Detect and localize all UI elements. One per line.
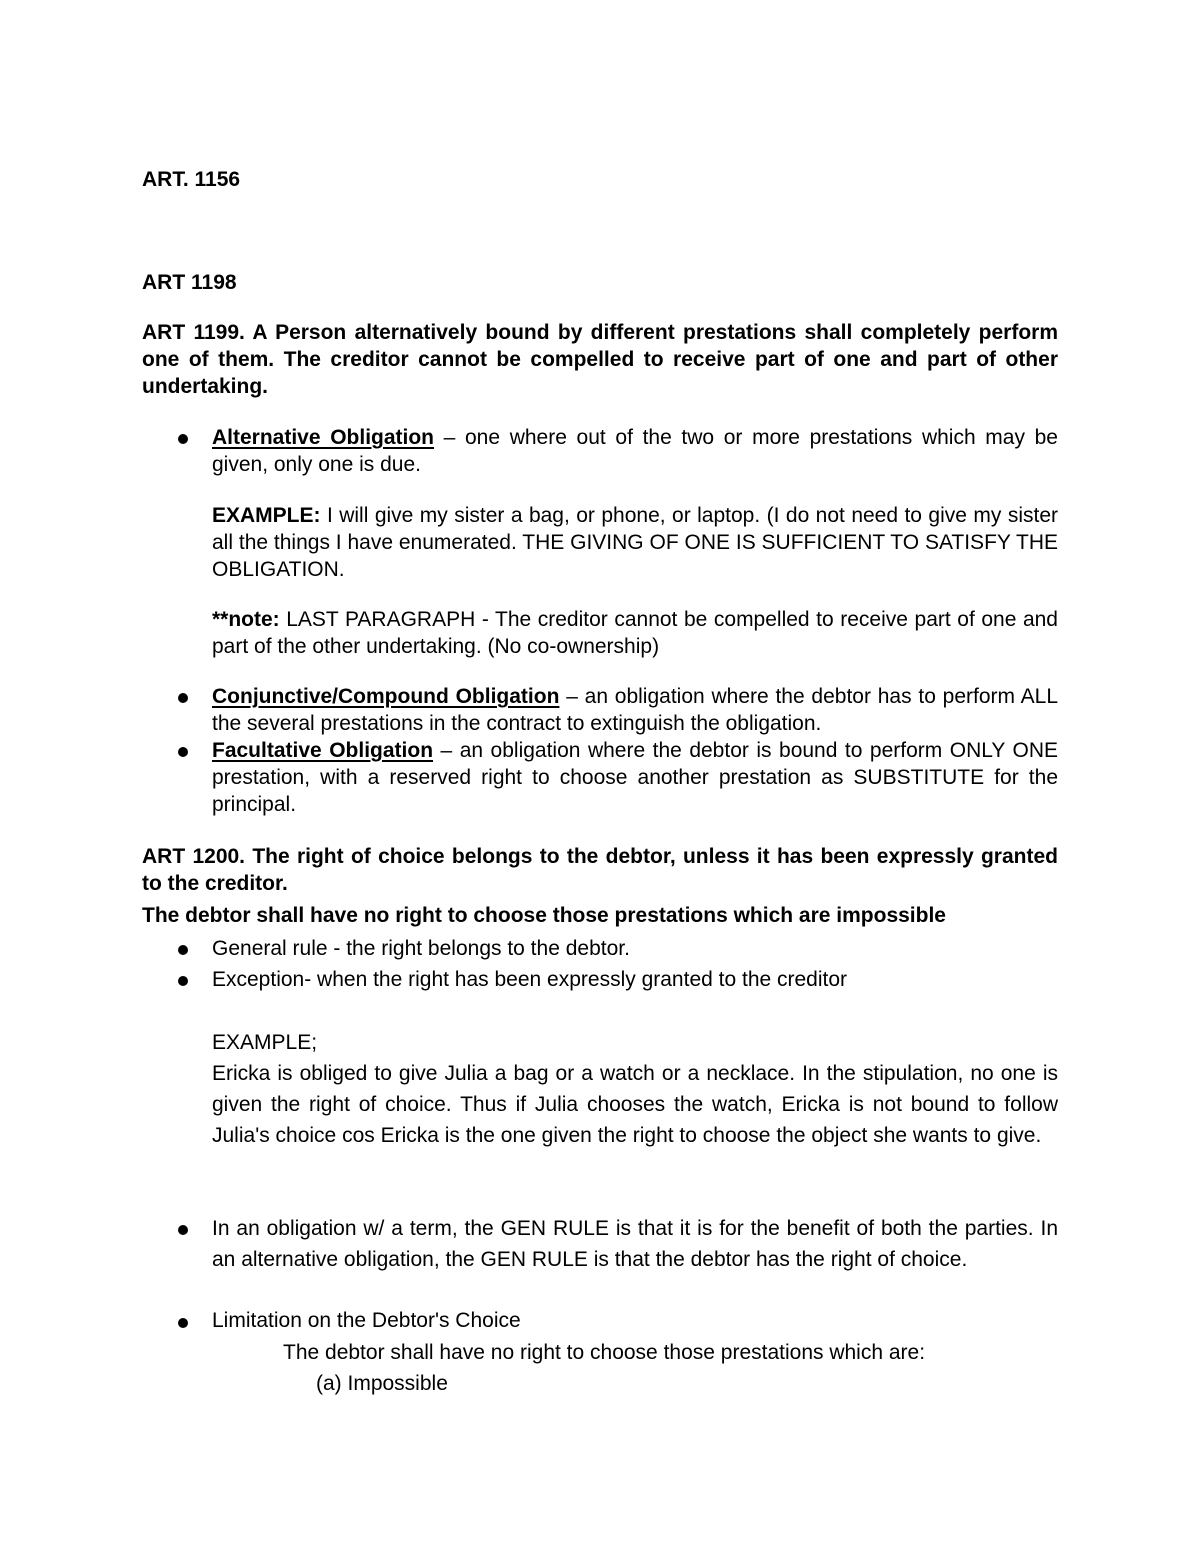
limitation-intro: The debtor shall have no right to choose those prestations which are: bbox=[283, 1341, 926, 1364]
alternative-obligation-term: Alternative Obligation bbox=[212, 426, 435, 449]
example-text: I will give my sister a bag, or phone, or laptop. (I do not need to give my sister all the things I have enumerated. THE GIVING OF ONE IS SUFFICIENT TO SATISFY THE OBLIGATION. bbox=[212, 504, 1058, 581]
example-label: EXAMPLE: bbox=[212, 504, 321, 527]
bullet-dot bbox=[178, 945, 188, 955]
alternative-note bbox=[212, 606, 1058, 660]
facultative-obligation-item bbox=[212, 737, 1058, 818]
bullet-dot bbox=[178, 1318, 188, 1328]
note-text: LAST PARAGRAPH - The creditor cannot be compelled to receive part of one and part of the other undertaking. (No co-ownership) bbox=[212, 608, 1058, 658]
term-rule-item: In an obligation w/ a term, the GEN RULE is that it is for the benefit of both the parties. In an alternative obligation, the GEN RULE is that the debtor has the right of choice. bbox=[212, 1217, 1058, 1271]
bullet-dot bbox=[178, 976, 188, 986]
conjunctive-obligation-item bbox=[212, 683, 1058, 737]
art-1200-subheading: The debtor shall have no right to choose those prestations which are impossible bbox=[142, 904, 946, 927]
limitation-title-item: Limitation on the Debtor's Choice bbox=[212, 1309, 521, 1332]
alternative-obligation-definition: – one where out of the two or more prestations which may be given, only one is due. bbox=[212, 426, 1058, 476]
facultative-obligation-definition: – an obligation where the debtor is bound to perform ONLY ONE prestation, with a reserved right to choose another prestation as SUBSTITUTE for the principal. bbox=[212, 739, 1058, 816]
heading-art-1200: ART 1200. The right of choice belongs to the debtor, unless it has been expressly granted to the creditor. bbox=[142, 845, 1058, 895]
heading-art-1156: ART. 1156 bbox=[142, 168, 241, 191]
heading-art-1198: ART 1198 bbox=[142, 271, 237, 294]
exception-item: Exception- when the right has been expressly granted to the creditor bbox=[212, 968, 848, 991]
bullet-dot bbox=[178, 747, 188, 757]
bullet-dot bbox=[178, 434, 188, 444]
note-label: **note: bbox=[212, 608, 280, 631]
conjunctive-obligation-term: Conjunctive/Compound Obligation bbox=[212, 685, 560, 708]
example-text-1200: Ericka is obliged to give Julia a bag or a watch or a necklace. In the stipulation, no one is given the right of choice. Thus if Julia chooses the watch, Ericka is not bound to follow Julia's choice cos Ericka is the one given the right to choose the object she wants to give. bbox=[212, 1062, 1058, 1147]
alternative-example bbox=[212, 502, 1058, 583]
bullet-dot bbox=[178, 1225, 188, 1235]
heading-art-1199: ART 1199. A Person alternatively bound by different prestations shall completely perform one of them. The creditor cannot be compelled to receive part of one and part of other undertaking. bbox=[142, 321, 1058, 398]
conjunctive-obligation-definition: – an obligation where the debtor has to perform ALL the several prestations in the contract to extinguish the obligation. bbox=[212, 685, 1058, 735]
limitation-item-a: (a) Impossible bbox=[316, 1372, 448, 1395]
facultative-obligation-term: Facultative Obligation bbox=[212, 739, 434, 762]
bullet-dot bbox=[178, 693, 188, 703]
general-rule-item: General rule - the right belongs to the debtor. bbox=[212, 937, 630, 960]
example-label-1200: EXAMPLE; bbox=[212, 1031, 318, 1054]
alternative-obligation-item bbox=[212, 424, 1058, 478]
